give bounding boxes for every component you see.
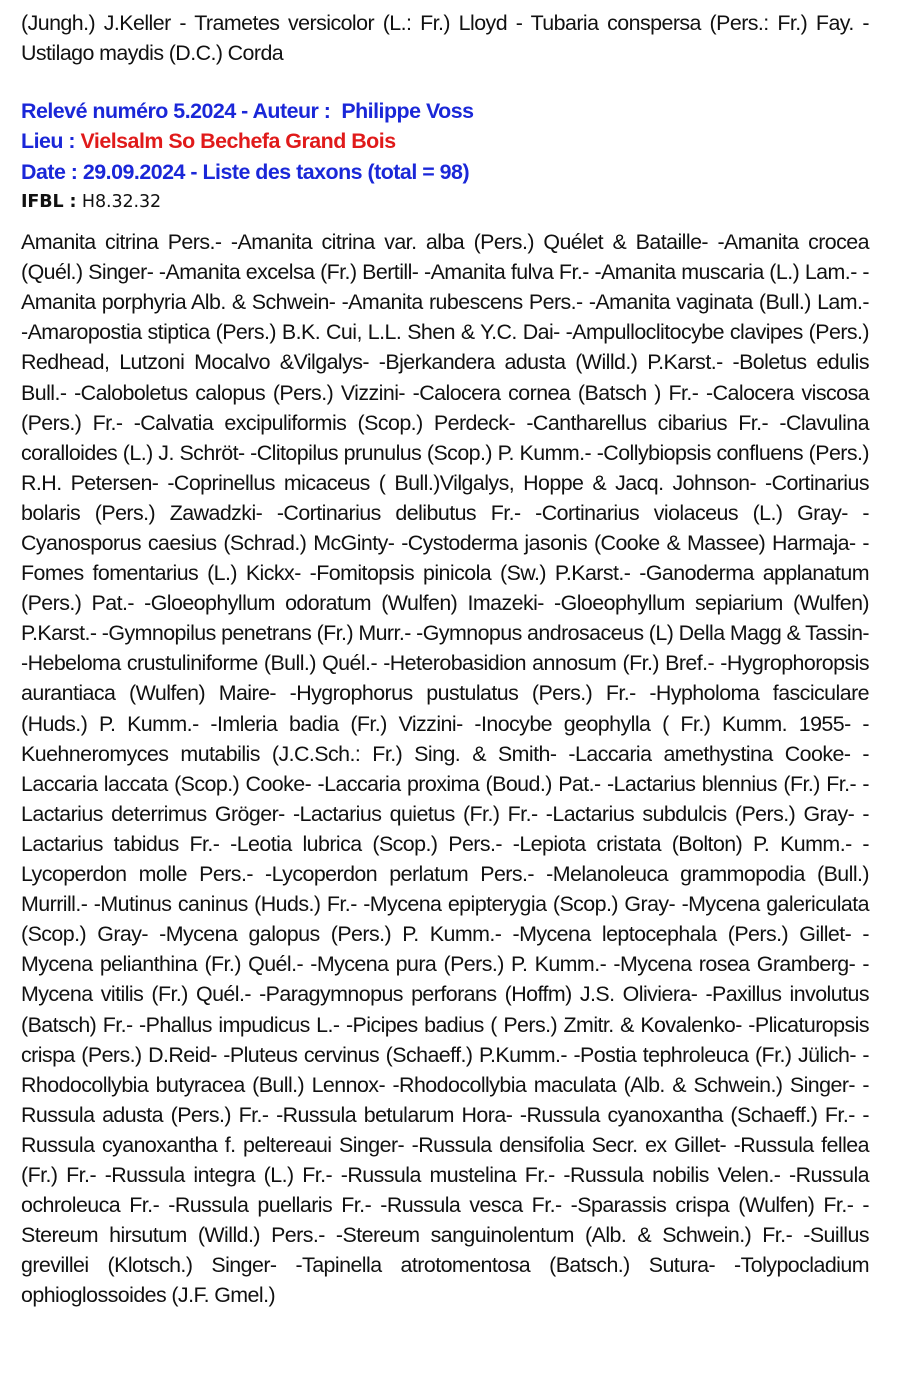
taxa-list: Amanita citrina Pers.- -Amanita citrina var. alba (Pers.) Quélet & Bataille- -Amanita crocea (Quél.) Singer- -Amanita excelsa (Fr.) Bertill- -Amanita fulva Fr.- -Amanita muscaria (L.) Lam.- -Amanita porphyria Alb. & Schwein- -Amanita rubescens Pers.- -Amanita vaginata (Bull.) Lam.- -Amaropostia stiptica (Pers.) B.K. Cui, L.L. Shen & Y.C. Dai- -Ampulloclitocybe clavipes (Pers.) Redhead, Lutzoni Mocalvo &Vilgalys- -Bjerkandera adusta (Willd.) P.Karst.- -Boletus edulis Bull.- -Caloboletus calopus (Pers.) Vizzini- -Calocera cornea (Batsch ) Fr.- -Calocera viscosa (Pers.) Fr.- -Calvatia excipuliformis (Scop.) Perdeck- -Cantharellus cibarius Fr.- -Clavulina coralloides (L.) J. Schröt- -Clitopilus prunulus (Scop.) P. Kumm.- -Collybiopsis confluens (Pers.) R.H. Petersen- -Coprinellus micaceus ( Bull.)Vilgalys, Hoppe & Jacq. Johnson- -Cortinarius bolaris (Pers.) Zawadzki- -Cortinarius delibutus Fr.- -Cortinarius violaceus (L.) Gray- -Cyanosporus caesius (Schrad.) McGinty- -Cystoderma jasonis (Cooke & Massee) Harmaja- -Fomes fomentarius (L.) Kickx- -Fomitopsis pinicola (Sw.) P.Karst.- -Ganoderma applanatum (Pers.) Pat.- -Gloeophyllum odoratum (Wulfen) Imazeki- -Gloeophyllum sepiarium (Wulfen) P.Karst.- -Gymnopilus penetrans (Fr.) Murr.- -Gymnopus androsaceus (L) Della Magg & Tassin- -Hebeloma crustuliniforme (Bull.) Quél.- -Heterobasidion annosum (Fr.) Bref.- -Hygrophoropsis aurantiaca (Wulfen) Maire- -Hygrophorus pustulatus (Pers.) Fr.- -Hypholoma fasciculare (Huds.) P. Kumm.- -Imleria badia (Fr.) Vizzini- -Inocybe geophylla ( Fr.) Kumm. 1955- -Kuehneromyces mutabilis (J.C.Sch.: Fr.) Sing. & Smith- -Laccaria amethystina Cooke- -Laccaria laccata (Scop.) Cooke- -Laccaria proxima (Boud.) Pat.- -Lactarius blennius (Fr.) Fr.- -Lactarius deterrimus Gröger- -Lactarius quietus (Fr.) Fr.- -Lactarius subdulcis (Pers.) Gray- -Lactarius tabidus Fr.- -Leotia lubrica (Scop.) Pers.- -Lepiota cristata (Bolton) P. Kumm.- -Lycoperdon molle Pers.- -Lycoperdon perlatum Pers.- -Melanoleuca grammopodia (Bull.) Murrill.- -Mutinus caninus (Huds.) Fr.- -Mycena epipterygia (Scop.) Gray- -Mycena galericulata (Scop.) Gray- -Mycena galopus (Pers.) P. Kumm.- -Mycena leptocephala (Pers.) Gillet- -Mycena pelianthina (Fr.) Quél.- -Mycena pura (Pers.) P. Kumm.- -Mycena rosea Gramberg- -Mycena vitilis (Fr.) Quél.- -Paragymnopus perforans (Hoffm) J.S. Oliviera- -Paxillus involutus (Batsch) Fr.- -Phallus impudicus L.- -Picipes badius ( Pers.) Zmitr. & Kovalenko- -Plicaturopsis crispa (Pers.) D.Reid- -Pluteus cervinus (Schaeff.) P.Kumm.- -Postia tephroleuca (Fr.) Jülich- -Rhodocollybia butyracea (Bull.) Lennox- -Rhodocollybia maculata (Alb. & Schwein.) Singer- -Russula adusta (Pers.) Fr.- -Russula betularum Hora- -Russula cyanoxantha (Schaeff.) Fr.- -Russula cyanoxantha f. peltereaui Singer- -Russula densifolia Secr. ex Gillet- -Russula fellea (Fr.) Fr.- -Russula integra (L.) Fr.- -Russula mustelina Fr.- -Russula nobilis Velen.- -Russula ochroleuca Fr.- -Russula puellaris Fr.- -Russula vesca Fr.- -Sparassis crispa (Wulfen) Fr.- -Stereum hirsutum (Willd.) Pers.- -Stereum sanguinolentum (Alb. & Schwein.) Fr.- -Suillus grevillei (Klotsch.) Singer- -Tapinella atrotomentosa (Batsch.) Sutura- -Tolypocladium ophioglossoides (J.F. Gmel.) xyxy=(21,230,869,1308)
record-place-line xyxy=(21,126,869,156)
previous-list-continuation: (Jungh.) J.Keller - Trametes versicolor (L.: Fr.) Lloyd - Tubaria conspersa (Pers.: Fr.) Fay. - Ustilago maydis (D.C.) Corda xyxy=(21,11,869,66)
record-title-line xyxy=(21,96,869,126)
record-author: Philippe Voss xyxy=(341,99,474,124)
ifbl-value: H8.32.32 xyxy=(81,192,162,213)
record-number: Relevé numéro 5.2024 - Auteur : xyxy=(21,99,331,124)
place-name: Vielsalm So Bechefa Grand Bois xyxy=(80,129,396,154)
place-label: Lieu : xyxy=(21,129,76,154)
document-page xyxy=(21,8,869,1310)
ifbl-line xyxy=(21,187,869,217)
ifbl-label: IFBL : xyxy=(21,192,77,213)
record-header xyxy=(21,96,869,187)
record-date-line: Date : 29.09.2024 - Liste des taxons (total = 98) xyxy=(21,159,470,184)
